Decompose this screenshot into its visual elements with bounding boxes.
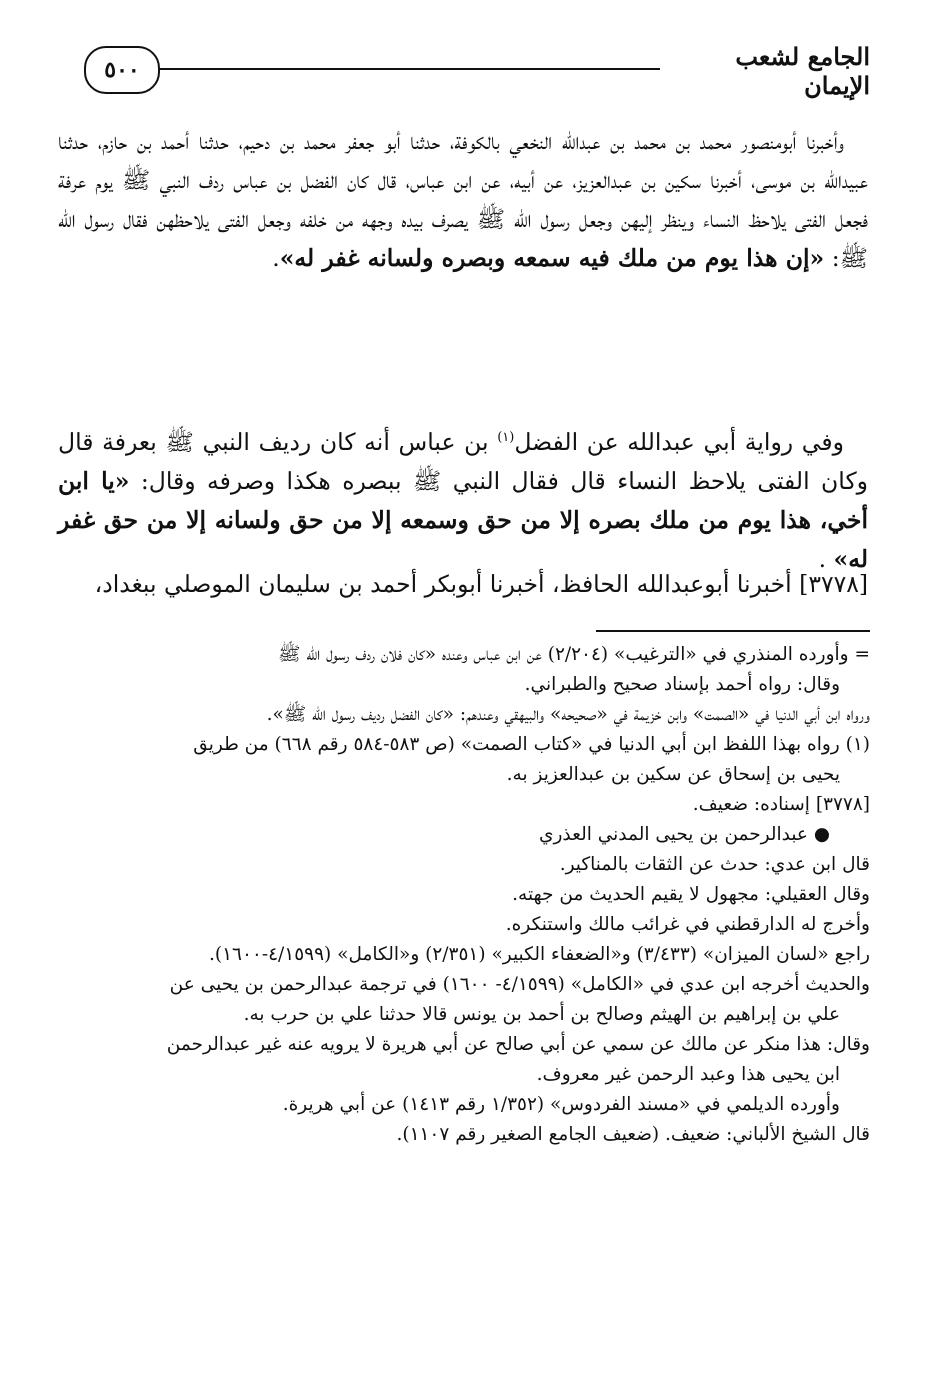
page-number: ٥٠٠ [84,46,160,94]
p2-text-b: بن عباس أنه كان رديف النبي ﷺ بعرفة قال وكان الفتى يلاحظ النساء قال فقال النبي ﷺ ببصره هكذا وصرفه وقال: [58,427,868,495]
running-title: الجامع لشعب الإيمان [735,42,870,100]
footnote-line: راجع «لسان الميزان» (٣/٤٣٣) و«الضعفاء الكبير» (٢/٣٥١) و«الكامل» (٤/١٥٩٩-١٦٠٠). [208,944,870,965]
footnote-line: ورواه ابن أبي الدنيا في «الصمت» وابن خزيمة في «صحيحه» والبيهقي وعندهم: «كان الفضل رديف رسول الله ﷺ». [266,704,870,725]
footnote-line: وأورده الديلمي في «مسند الفردوس» (١/٣٥٢ رقم ١٤١٣) عن أبي هريرة. [282,1094,840,1115]
footnote-line: وقال العقيلي: مجهول لا يقيم الحديث من جهته. [512,884,870,905]
p2-hadith-bold: «يا ابن أخي، هذا يوم من ملك بصره إلا من حق وسمعه إلا من حق ولسانه إلا من حق غفر له» [58,466,868,573]
footnote-line: [٣٧٧٨] إسناده: ضعيف. [692,794,870,815]
main-paragraph-2 [58,418,868,579]
p3-text: [٣٧٧٨] أخبرنا أبوعبدالله الحافظ، أخبرنا أبوبكر أحمد بن سليمان الموصلي ببغداد، [94,570,868,598]
p1-text: وأخبرنا أبومنصور محمد بن محمد بن عبدالله النخعي بالكوفة، حدثنا أبو جعفر محمد بن دحيم، حدثنا أحمد بن حازم، حدثنا عبيدالله بن موسى، أخبرنا سكين بن عبدالعزيز، عن أبيه، عن ابن عباس، قال كان الفضل بن عباس ردف النبي ﷺ يوم عرفة فجعل الفتى يلاحظ النساء وينظر إليهن وجعل رسول الله ﷺ يصرف بيده وجهه من خلفه وجعل الفتى يلاحظهن فقال رسول الله ﷺ: [58,127,868,272]
p2-text-a: وفي رواية أبي عبدالله عن الفضل [514,427,844,456]
page-header [60,42,870,102]
footnote-line: وقال: هذا منكر عن مالك عن سمي عن أبي صالح عن أبي هريرة لا يرويه عنه غير عبدالرحمن [166,1034,870,1055]
footnote-line: (١) رواه بهذا اللفظ ابن أبي الدنيا في «كتاب الصمت» (ص ٥٨٣-٥٨٤ رقم ٦٦٨) من طريق [193,734,870,755]
footnote-separator [596,630,870,632]
footnote-line: وقال: رواه أحمد بإسناد صحيح والطبراني. [524,674,840,695]
footnotes [58,640,870,1150]
footnote-line: قال ابن عدي: حدث عن الثقات بالمناكير. [559,854,870,875]
footnote-ref-1[interactable]: (١) [497,430,515,445]
main-paragraph-3 [58,565,868,604]
p1-hadith-bold: «إن هذا يوم من ملك فيه سمعه وبصره ولسانه غفر له» [279,244,825,272]
header-rule [158,68,660,70]
footnote-line: والحديث أخرجه ابن عدي في «الكامل» (٤/١٥٩٩- ١٦٠٠) في ترجمة عبدالرحمن بن يحيى عن [169,974,870,995]
footnote-line: قال الشيخ الألباني: ضعيف. (ضعيف الجامع الصغير رقم ١١٠٧). [396,1124,870,1145]
p2-end: . [818,544,827,573]
main-paragraph-1 [58,122,868,278]
footnote-line: ابن يحيى هذا وعبد الرحمن غير معروف. [536,1064,840,1085]
footnote-line: = وأورده المنذري في «الترغيب» (٢/٢٠٤) عن ابن عباس وعنده «كان فلان ردف رسول الله ﷺ [278,644,870,665]
p1-end: . [272,244,280,272]
footnote-line: يحيى بن إسحاق عن سكين بن عبدالعزيز به. [506,764,840,785]
footnote-line: ● عبدالرحمن بن يحيى المدني العذري [539,824,830,845]
footnote-line: وأخرج له الدارقطني في غرائب مالك واستنكره. [505,914,870,935]
footnote-line: علي بن إبراهيم بن الهيثم وصالح بن أحمد بن يونس قالا حدثنا علي بن حرب به. [243,1004,840,1025]
